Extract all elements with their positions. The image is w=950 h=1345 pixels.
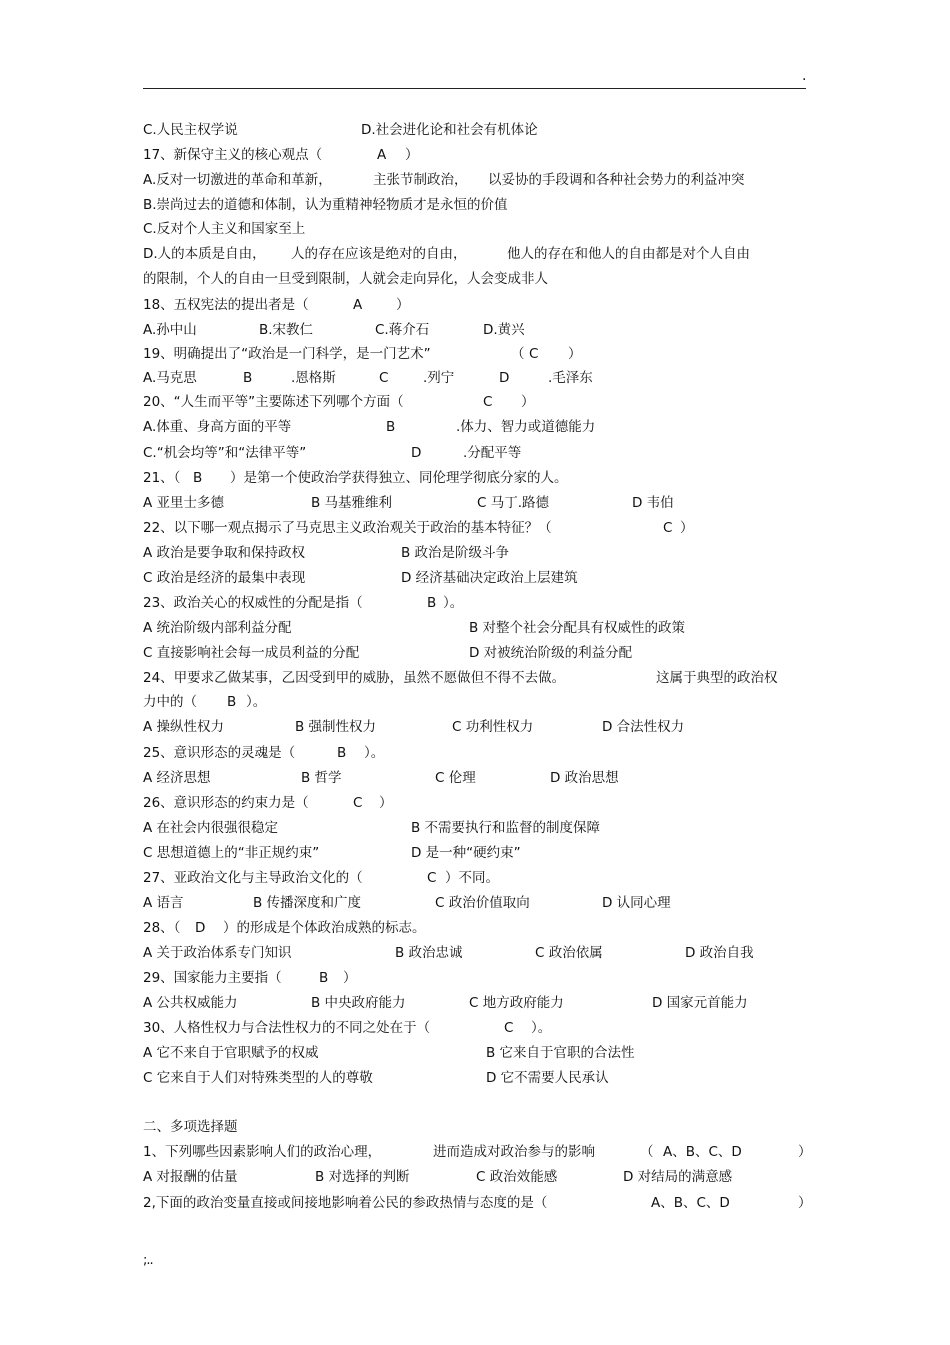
- text-segment: B 中央政府能力: [311, 995, 406, 1011]
- text-segment: .列宁: [423, 370, 455, 386]
- text-segment: A 对报酬的估量: [143, 1169, 238, 1185]
- text-segment: C 政治依属: [535, 945, 603, 961]
- text-segment: 30、人格性权力与合法性权力的不同之处在于（: [143, 1020, 431, 1036]
- text-segment: C.人民主权学说: [143, 122, 238, 138]
- text-segment: ）: [379, 795, 393, 811]
- text-segment: C: [427, 870, 437, 886]
- text-segment: A.孙中山: [143, 322, 197, 338]
- text-segment: A、B、C、D: [651, 1195, 730, 1211]
- text-segment: B: [427, 595, 437, 611]
- text-segment: C: [379, 370, 389, 386]
- text-segment: 19、明确提出了“政治是一门科学，是一门艺术”: [143, 346, 431, 362]
- text-segment: B 它来自于官职的合法性: [486, 1045, 635, 1061]
- text-segment: B: [193, 470, 203, 486]
- text-segment: A 语言: [143, 895, 184, 911]
- text-segment: ）。: [443, 595, 464, 611]
- text-segment: C 马丁.路德: [477, 495, 550, 511]
- text-segment: A 统治阶级内部利益分配: [143, 620, 292, 636]
- text-segment: ）。: [531, 1020, 552, 1036]
- text-segment: C: [353, 795, 363, 811]
- text-segment: B 传播深度和广度: [253, 895, 362, 911]
- text-segment: D 对被统治阶级的利益分配: [469, 645, 633, 661]
- text-segment: D 合法性权力: [602, 719, 685, 735]
- text-segment: A 政治是要争取和保持政权: [143, 545, 306, 561]
- text-segment: 29、国家能力主要指（: [143, 970, 282, 986]
- text-segment: D 是一种“硬约束”: [411, 845, 521, 861]
- text-segment: 这属于典型的政治权: [656, 670, 778, 686]
- text-segment: B.崇尚过去的道德和体制，认为重精神轻物质才是永恒的价值: [143, 197, 508, 213]
- text-segment: ）。: [364, 745, 385, 761]
- text-segment: 20、“人生而平等”主要陈述下列哪个方面（: [143, 394, 404, 410]
- text-segment: C 地方政府能力: [469, 995, 564, 1011]
- text-segment: A.反对一切激进的革命和革新，: [143, 172, 332, 188]
- text-segment: .恩格斯: [291, 370, 336, 386]
- text-segment: ）。: [246, 694, 267, 710]
- text-segment: C.反对个人主义和国家至上: [143, 221, 306, 237]
- text-segment: 1、下列哪些因素影响人们的政治心理，: [143, 1144, 382, 1160]
- text-segment: A 操纵性权力: [143, 719, 225, 735]
- text-segment: A 关于政治体系专门知识: [143, 945, 292, 961]
- text-segment: （: [511, 346, 525, 362]
- text-segment: C 直接影响社会每一成员利益的分配: [143, 645, 360, 661]
- footer-mark: ;..: [143, 1253, 153, 1268]
- text-segment: 25、意识形态的灵魂是（: [143, 745, 296, 761]
- text-segment: D 它不需要人民承认: [486, 1070, 609, 1086]
- text-segment: B 政治忠诚: [395, 945, 463, 961]
- text-segment: （: [640, 1144, 654, 1160]
- text-segment: A: [377, 147, 387, 163]
- text-segment: ）: [568, 346, 582, 362]
- text-segment: C 功利性权力: [452, 719, 534, 735]
- text-segment: 他人的存在和他人的自由都是对个人自由: [507, 246, 750, 262]
- text-segment: D.社会进化论和社会有机体论: [361, 122, 538, 138]
- text-segment: D 对结局的满意感: [623, 1169, 733, 1185]
- text-segment: 进而造成对政治参与的影响: [433, 1144, 595, 1160]
- text-segment: 二、多项选择题: [143, 1119, 238, 1135]
- text-segment: ）: [798, 1144, 812, 1160]
- text-segment: B: [386, 419, 396, 435]
- text-segment: 26、意识形态的约束力是（: [143, 795, 309, 811]
- text-segment: ）不同。: [445, 870, 499, 886]
- text-segment: 21、（: [143, 470, 181, 486]
- text-segment: ）: [343, 970, 357, 986]
- text-segment: C 政治效能感: [476, 1169, 558, 1185]
- text-segment: 的限制，个人的自由一旦受到限制，人就会走向异化，人会变成非人: [143, 271, 548, 287]
- text-segment: C 政治是经济的最集中表现: [143, 570, 306, 586]
- text-segment: A 经济思想: [143, 770, 211, 786]
- text-segment: B 哲学: [301, 770, 342, 786]
- text-segment: A 公共权威能力: [143, 995, 238, 1011]
- text-segment: D 国家元首能力: [652, 995, 748, 1011]
- text-segment: A、B、C、D: [663, 1144, 742, 1160]
- text-segment: D.黄兴: [483, 322, 525, 338]
- text-segment: C.蒋介石: [375, 322, 430, 338]
- text-segment: D: [411, 445, 422, 461]
- text-segment: C: [529, 346, 539, 362]
- text-segment: .分配平等: [463, 445, 522, 461]
- text-segment: 22、以下哪一观点揭示了马克思主义政治观关于政治的基本特征？（: [143, 520, 552, 536]
- text-segment: .体力、智力或道德能力: [456, 419, 596, 435]
- text-segment: ）的形成是个体政治成熟的标志。: [223, 920, 426, 936]
- text-segment: D 认同心理: [602, 895, 671, 911]
- text-segment: ）: [405, 147, 419, 163]
- text-segment: D 政治自我: [685, 945, 754, 961]
- text-segment: B 政治是阶级斗争: [401, 545, 510, 561]
- text-segment: D 经济基础决定政治上层建筑: [401, 570, 578, 586]
- text-segment: 27、亚政治文化与主导政治文化的（: [143, 870, 363, 886]
- text-segment: C 政治价值取向: [435, 895, 530, 911]
- text-segment: ）: [396, 297, 410, 313]
- text-segment: 力中的（: [143, 694, 197, 710]
- text-segment: 28、（: [143, 920, 181, 936]
- text-segment: 18、五权宪法的提出者是（: [143, 297, 309, 313]
- text-segment: A: [353, 297, 363, 313]
- text-segment: C 它来自于人们对特殊类型的人的尊敬: [143, 1070, 373, 1086]
- text-segment: B 对选择的判断: [315, 1169, 410, 1185]
- text-segment: B: [337, 745, 347, 761]
- text-segment: C 伦理: [435, 770, 476, 786]
- text-segment: D 政治思想: [550, 770, 619, 786]
- text-segment: ）: [680, 520, 694, 536]
- header-rule: [143, 88, 806, 89]
- text-segment: A 亚里士多德: [143, 495, 225, 511]
- text-segment: 17、新保守主义的核心观点（: [143, 147, 323, 163]
- text-segment: B: [319, 970, 329, 986]
- text-segment: A 它不来自于官职赋予的权威: [143, 1045, 319, 1061]
- text-segment: B 马基雅维利: [311, 495, 393, 511]
- text-segment: ）: [521, 394, 535, 410]
- text-segment: 以妥协的手段调和各种社会势力的利益冲突: [488, 172, 745, 188]
- text-segment: C 思想道德上的“非正规约束”: [143, 845, 320, 861]
- text-segment: B 强制性权力: [295, 719, 377, 735]
- text-segment: B: [243, 370, 253, 386]
- header-mark: .: [802, 68, 807, 84]
- text-segment: C.“机会均等”和“法律平等”: [143, 445, 307, 461]
- text-segment: B 不需要执行和监督的制度保障: [411, 820, 601, 836]
- text-segment: A.体重、身高方面的平等: [143, 419, 292, 435]
- text-segment: 人的存在应该是绝对的自由，: [291, 246, 467, 262]
- text-segment: C: [483, 394, 493, 410]
- text-segment: 24、甲要求乙做某事，乙因受到甲的威胁，虽然不愿做但不得不去做。: [143, 670, 566, 686]
- text-segment: A 在社会内很强很稳定: [143, 820, 279, 836]
- text-segment: D: [499, 370, 510, 386]
- text-segment: D: [195, 920, 206, 936]
- text-segment: B.宋教仁: [259, 322, 314, 338]
- text-segment: ）是第一个使政治学获得独立、同伦理学彻底分家的人。: [230, 470, 568, 486]
- text-segment: 主张节制政治，: [373, 172, 468, 188]
- text-segment: B 对整个社会分配具有权威性的政策: [469, 620, 686, 636]
- text-segment: C: [504, 1020, 514, 1036]
- text-segment: B: [227, 694, 237, 710]
- text-segment: D.人的本质是自由，: [143, 246, 266, 262]
- text-segment: 23、政治关心的权威性的分配是指（: [143, 595, 363, 611]
- text-segment: .毛泽东: [548, 370, 593, 386]
- text-segment: C: [663, 520, 673, 536]
- text-segment: 2,下面的政治变量直接或间接地影响着公民的参政热情与态度的是（: [143, 1195, 548, 1211]
- text-segment: A.马克思: [143, 370, 197, 386]
- text-segment: D 韦伯: [632, 495, 674, 511]
- text-segment: ）: [798, 1195, 812, 1211]
